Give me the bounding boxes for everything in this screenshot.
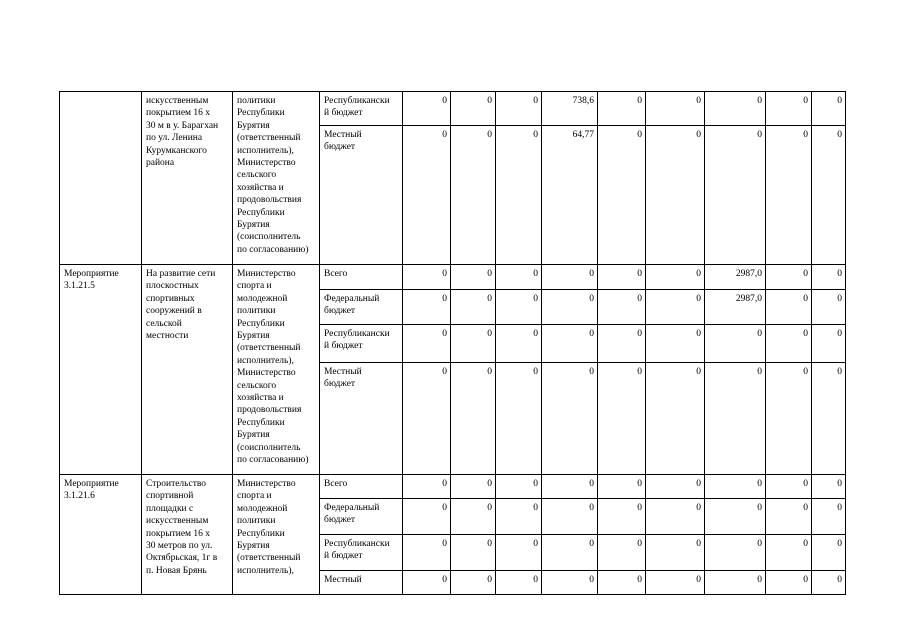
- value-cell: 0: [403, 92, 451, 126]
- value-cell: 0: [598, 363, 646, 475]
- value-cell: 0: [542, 265, 598, 290]
- table-row: [60, 92, 846, 126]
- value-cell: 0: [646, 571, 705, 595]
- description-cell: На развитие сети плоскостных спортивных сооружений в сельской местности: [142, 265, 233, 475]
- budget-table: [59, 91, 846, 595]
- value-cell: 0: [705, 475, 766, 499]
- value-cell: 0: [496, 363, 542, 475]
- executor-cell: политики Республики Бурятия (ответственный исполнитель), Министерство сельского хозяйства и продовольствия Республики Бурятия (соисполнитель по согласованию): [233, 92, 320, 265]
- value-cell: 0: [766, 325, 812, 363]
- source-cell: Республикански й бюджет: [320, 92, 403, 126]
- source-cell: Местный: [320, 571, 403, 595]
- source-cell: Местный бюджет: [320, 126, 403, 265]
- value-cell: 0: [766, 535, 812, 571]
- value-cell: 0: [598, 571, 646, 595]
- source-cell: Местный бюджет: [320, 363, 403, 475]
- value-cell: 0: [812, 290, 846, 325]
- value-cell: 0: [451, 475, 496, 499]
- value-cell: 0: [646, 325, 705, 363]
- value-cell: 0: [451, 325, 496, 363]
- value-cell: 0: [812, 92, 846, 126]
- value-cell: 0: [451, 571, 496, 595]
- value-cell: 0: [451, 265, 496, 290]
- value-cell: 0: [403, 535, 451, 571]
- value-cell: 0: [451, 363, 496, 475]
- value-cell: 0: [496, 92, 542, 126]
- value-cell: 0: [705, 92, 766, 126]
- value-cell: 0: [705, 535, 766, 571]
- value-cell: 0: [542, 363, 598, 475]
- value-cell: 0: [598, 290, 646, 325]
- table-row: [60, 475, 846, 499]
- value-cell: 0: [646, 499, 705, 535]
- value-cell: 0: [646, 535, 705, 571]
- source-cell: Федеральный бюджет: [320, 499, 403, 535]
- value-cell: 0: [705, 499, 766, 535]
- source-cell: Всего: [320, 265, 403, 290]
- value-cell: 0: [403, 265, 451, 290]
- value-cell: 0: [451, 290, 496, 325]
- value-cell: 0: [812, 325, 846, 363]
- value-cell: 0: [598, 92, 646, 126]
- event-cell: Мероприятие 3.1.21.5: [60, 265, 142, 475]
- value-cell: 0: [451, 92, 496, 126]
- value-cell: 0: [496, 571, 542, 595]
- value-cell: 0: [646, 475, 705, 499]
- value-cell: 0: [598, 325, 646, 363]
- value-cell: 0: [766, 499, 812, 535]
- value-cell: 0: [812, 363, 846, 475]
- value-cell: 0: [496, 265, 542, 290]
- value-cell: 0: [766, 571, 812, 595]
- value-cell: 0: [451, 499, 496, 535]
- value-cell: 0: [598, 126, 646, 265]
- source-cell: Республикански й бюджет: [320, 535, 403, 571]
- executor-cell: Министерство спорта и молодежной политики Республики Бурятия (ответственный исполнитель),: [233, 475, 320, 595]
- value-cell: 0: [766, 475, 812, 499]
- value-cell: 0: [766, 92, 812, 126]
- value-cell: 0: [403, 571, 451, 595]
- value-cell: 0: [766, 290, 812, 325]
- value-cell: 0: [766, 363, 812, 475]
- value-cell: 0: [812, 126, 846, 265]
- executor-cell: Министерство спорта и молодежной политики Республики Бурятия (ответственный исполнитель), Министерство сельского хозяйства и продовольствия Республики Бурятия (соисполнитель по согласованию): [233, 265, 320, 475]
- value-cell: 0: [812, 535, 846, 571]
- value-cell: 0: [812, 475, 846, 499]
- value-cell: 0: [812, 499, 846, 535]
- value-cell: 0: [496, 475, 542, 499]
- value-cell: 0: [403, 290, 451, 325]
- source-cell: Всего: [320, 475, 403, 499]
- value-cell: 0: [403, 325, 451, 363]
- event-cell: [60, 92, 142, 265]
- value-cell: 0: [542, 290, 598, 325]
- value-cell: 0: [646, 126, 705, 265]
- value-cell: 0: [766, 126, 812, 265]
- value-cell: 64,77: [542, 126, 598, 265]
- value-cell: 0: [766, 265, 812, 290]
- description-cell: Строительство спортивной площадки с искусственным покрытием 16 х 30 метров по ул. Октябрьская, 1г в п. Новая Брянь: [142, 475, 233, 595]
- value-cell: 0: [403, 499, 451, 535]
- value-cell: 0: [646, 290, 705, 325]
- value-cell: 0: [496, 290, 542, 325]
- value-cell: 0: [598, 265, 646, 290]
- value-cell: 0: [705, 571, 766, 595]
- value-cell: 0: [542, 535, 598, 571]
- value-cell: 0: [496, 535, 542, 571]
- source-cell: Республикански й бюджет: [320, 325, 403, 363]
- value-cell: 0: [598, 499, 646, 535]
- source-cell: Федеральный бюджет: [320, 290, 403, 325]
- value-cell: 738,6: [542, 92, 598, 126]
- event-cell: Мероприятие 3.1.21.6: [60, 475, 142, 595]
- value-cell: 0: [646, 265, 705, 290]
- value-cell: 0: [451, 535, 496, 571]
- value-cell: 2987,0: [705, 265, 766, 290]
- value-cell: 0: [705, 126, 766, 265]
- value-cell: 0: [496, 126, 542, 265]
- value-cell: 0: [812, 571, 846, 595]
- value-cell: 0: [705, 363, 766, 475]
- value-cell: 0: [403, 475, 451, 499]
- description-cell: искусственным покрытием 16 х 30 м в у. Барагхан по ул. Ленина Курумканского района: [142, 92, 233, 265]
- value-cell: 0: [496, 499, 542, 535]
- value-cell: 0: [646, 92, 705, 126]
- value-cell: 0: [496, 325, 542, 363]
- value-cell: 0: [403, 363, 451, 475]
- table-row: [60, 265, 846, 290]
- value-cell: 0: [542, 571, 598, 595]
- value-cell: 0: [598, 475, 646, 499]
- value-cell: 0: [646, 363, 705, 475]
- value-cell: 0: [542, 499, 598, 535]
- value-cell: 0: [542, 325, 598, 363]
- value-cell: 2987,0: [705, 290, 766, 325]
- table-body: [60, 92, 846, 595]
- value-cell: 0: [403, 126, 451, 265]
- value-cell: 0: [705, 325, 766, 363]
- value-cell: 0: [598, 535, 646, 571]
- value-cell: 0: [812, 265, 846, 290]
- value-cell: 0: [451, 126, 496, 265]
- value-cell: 0: [542, 475, 598, 499]
